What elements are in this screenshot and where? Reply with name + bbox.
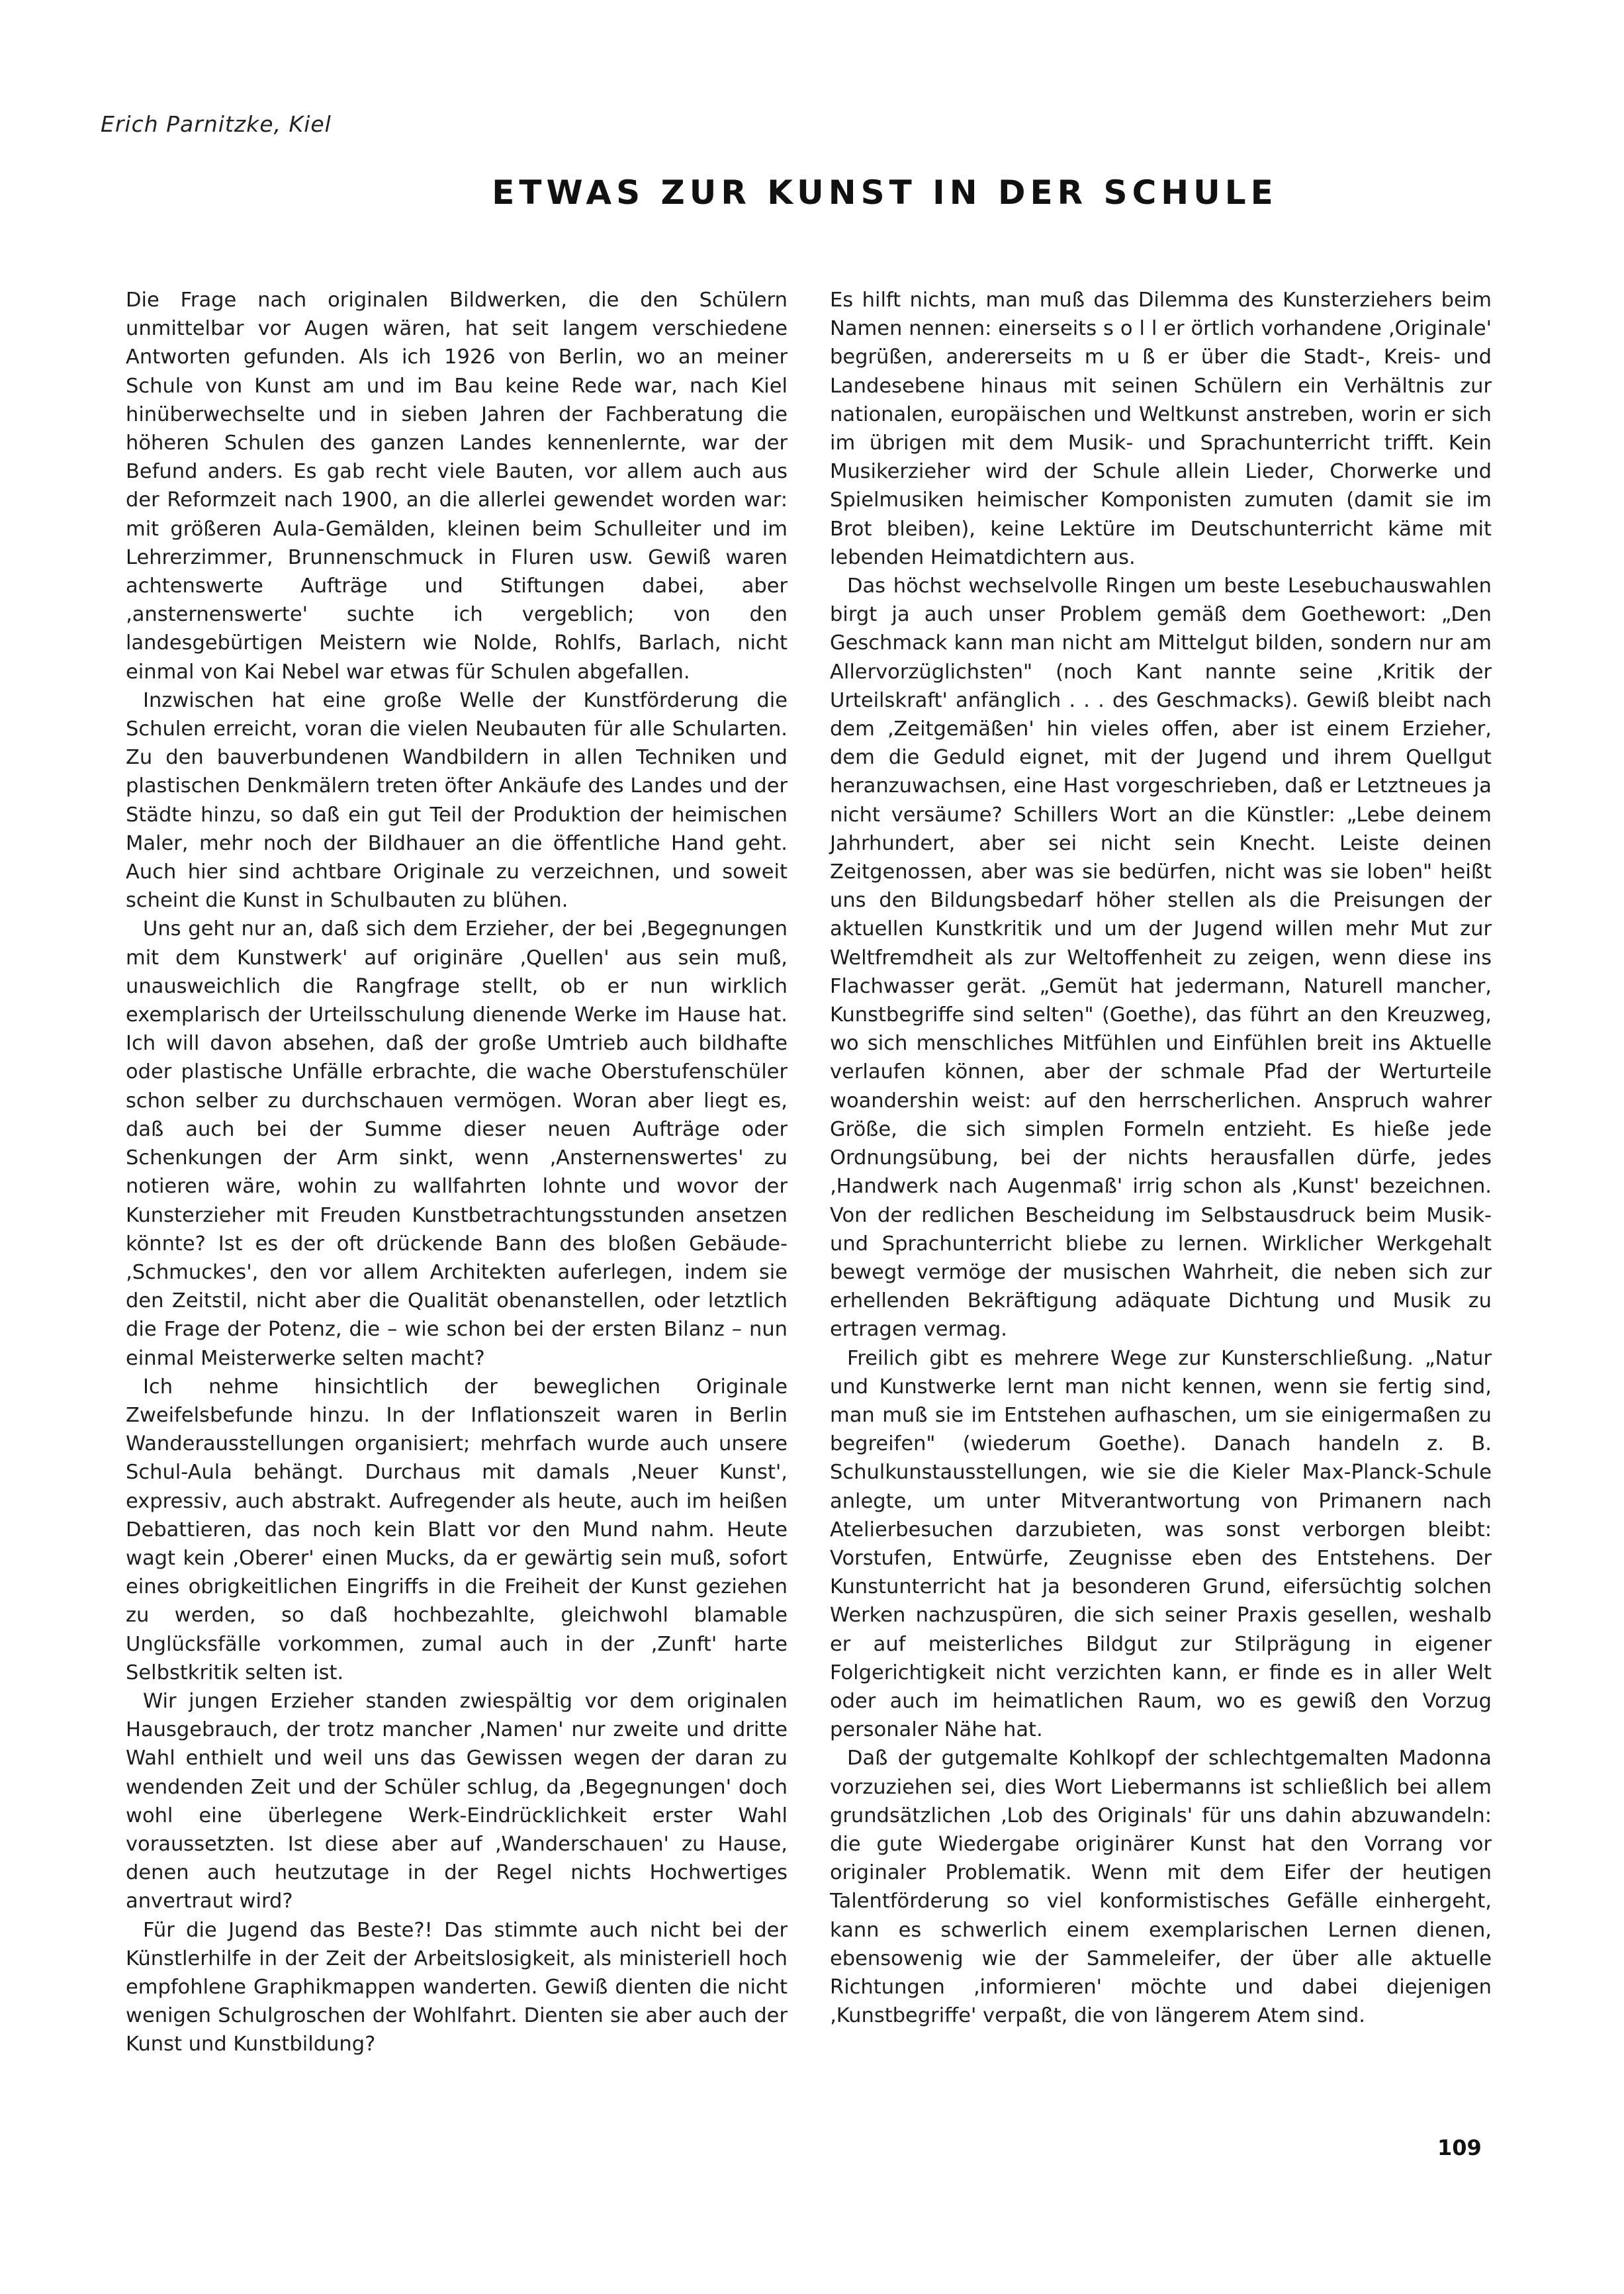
paragraph: Es hilft nichts, man muß das Dilemma des Kunsterziehers beim Namen nennen: einerseits s o l l er örtlich vorhandene ‚Originale' begrüßen, andererseits m u ß er über die Stadt-, Kreis- und Landesebene hinaus mit seinen Schülern ein Verhältnis zur nationalen, europäischen und Weltkunst anstreben, worin er sich im übrigen mit dem Musik- und Sprachunterricht trifft. Kein Musikerzieher wird der Schule allein Lieder, Chorwerke und Spielmusiken heimischer Komponisten zumuten (damit sie im Brot bleiben), keine Lektüre im Deutschunterricht käme mit lebenden Heimatdichtern aus. (830, 289, 1492, 569)
left-column (126, 286, 788, 2059)
paragraph: Die Frage nach originalen Bildwerken, die den Schülern unmittelbar vor Augen wären, hat seit langem verschiedene Antworten gefunden. Als ich 1926 von Berlin, wo an meiner Schule von Kunst am und im Bau keine Rede war, nach Kiel hinüberwechselte und in sieben Jahren der Fachberatung die höheren Schulen des ganzen Landes kennenlernte, war der Befund anders. Es gab recht viele Bauten, vor allem auch aus der Reformzeit nach 1900, an die allerlei gewendet worden war: mit größeren Aula-Gemälden, kleinen beim Schulleiter und im Lehrerzimmer, Brunnenschmuck in Fluren usw. Gewiß waren achtenswerte Aufträge und Stiftungen dabei, aber ‚ansternenswerte' suchte ich vergeblich; von den landesgebürtigen Meistern wie Nolde, Rohlfs, Barlach, nicht einmal von Kai Nebel war etwas für Schulen abgefallen. (126, 289, 788, 684)
article-title: ETWAS ZUR KUNST IN DER SCHULE (492, 173, 1278, 212)
paragraph: Freilich gibt es mehrere Wege zur Kunsterschließung. „Natur und Kunstwerke lernt man nicht kennen, wenn sie fertig sind, man muß sie im Entstehen aufhaschen, um sie einigermaßen zu begreifen" (wiederum Goethe). Danach handeln z. B. Schulkunstausstellungen, wie sie die Kieler Max-Planck-Schule anlegte, um unter Mitverantwortung von Primanern nach Atelierbesuchen darzubieten, was sonst verborgen bleibt: Vorstufen, Entwürfe, Zeugnisse eben des Entstehens. Der Kunstunterricht hat ja besonderen Grund, eifersüchtig solchen Werken nachzuspüren, die sich seiner Praxis gesellen, weshalb er auf meisterliches Bildgut zur Stilprägung in eigener Folgerichtigkeit nicht verzichten kann, er finde es in aller Welt oder auch im heimatlichen Raum, wo es gewiß den Vorzug personaler Nähe hat. (830, 1346, 1492, 1742)
paragraph: Für die Jugend das Beste?! Das stimmte auch nicht bei der Künstlerhilfe in der Zeit der Arbeitslosigkeit, als ministeriell hoch empfohlene Graphikmappen wanderten. Gewiß dienten die nicht wenigen Schulgroschen der Wohlfahrt. Dienten sie aber auch der Kunst und Kunstbildung? (126, 1918, 788, 2056)
paragraph: Ich nehme hinsichtlich der beweglichen Originale Zweifelsbefunde hinzu. In der Inflationszeit waren in Berlin Wanderausstellungen organisiert; mehrfach wurde auch unsere Schul-Aula behängt. Durchaus mit damals ‚Neuer Kunst', expressiv, auch abstrakt. Aufregender als heute, auch im heißen Debattieren, das noch kein Blatt vor den Mund nahm. Heute wagt kein ‚Oberer' einen Mucks, da er gewärtig sein muß, sofort eines obrigkeitlichen Eingriffs in die Freiheit der Kunst geziehen zu werden, so daß hochbezahlte, gleichwohl blamable Unglücksfälle vorkommen, zumal auch in der ‚Zunft' harte Selbstkritik selten ist. (126, 1375, 788, 1684)
paragraph: Inzwischen hat eine große Welle der Kunstförderung die Schulen erreicht, voran die vielen Neubauten für alle Schularten. Zu den bauverbundenen Wandbildern in allen Techniken und plastischen Denkmälern treten öfter Ankäufe des Landes und der Städte hinzu, so daß ein gut Teil der Produktion der heimischen Maler, mehr noch der Bildhauer an die öffentliche Hand geht. Auch hier sind achtbare Originale zu verzeichnen, und soweit scheint die Kunst in Schulbauten zu blühen. (126, 688, 788, 913)
right-column (830, 286, 1492, 2030)
paragraph: Uns geht nur an, daß sich dem Erzieher, der bei ‚Begegnungen mit dem Kunstwerk' auf originäre ‚Quellen' aus sein muß, unausweichlich die Rangfrage stellt, ob er nun wirklich exemplarisch der Urteilsschulung dienende Werke im Hause hat. Ich will davon absehen, daß der große Umtrieb auch bildhafte oder plastische Unfälle erbrachte, die wache Oberstufenschüler schon selber zu durchschauen vermögen. Woran aber liegt es, daß auch bei der Summe dieser neuen Aufträge oder Schenkungen der Arm sinkt, wenn ‚Ansternenswertes' zu notieren wäre, wohin zu wallfahrten lohnte und wovor der Kunsterzieher mit Freuden Kunstbetrachtungsstunden ansetzen könnte? Ist es der oft drückende Bann des bloßen Gebäude-‚Schmuckes', den vor allem Architekten auferlegen, indem sie den Zeitstil, nicht aber die Qualität obenanstellen, oder letztlich die Frage der Potenz, die – wie schon bei der ersten Bilanz – nun einmal Meisterwerke selten macht? (126, 917, 788, 1370)
paragraph: Das höchst wechselvolle Ringen um beste Lesebuchauswahlen birgt ja auch unser Problem gemäß dem Goethewort: „Den Geschmack kann man nicht am Mittelgut bilden, sondern nur am Allervorzüglichsten" (noch Kant nannte seine ‚Kritik der Urteilskraft' anfänglich . . . des Geschmacks). Gewiß bleibt nach dem ‚Zeitgemäßen' hin vieles offen, aber ist einem Erzieher, dem die Geduld eignet, mit der Jugend und ihrem Quellgut heranzuwachsen, eine Hast vorgeschrieben, daß er Letztneues ja nicht versäume? Schillers Wort an die Künstler: „Lebe deinem Jahrhundert, aber sei nicht sein Knecht. Leiste deinen Zeitgenossen, aber was sie bedürfen, nicht was sie loben" heißt uns den Bildungsbedarf höher stellen als die Preisungen der aktuellen Kunstkritik und um der Jugend willen mehr Mut zur Weltfremdheit als zur Weltoffenheit zu zeigen, wenn diese ins Flachwasser gerät. „Gemüt hat jedermann, Naturell mancher, Kunstbegriffe sind selten" (Goethe), das führt an den Kreuzweg, wo sich menschliches Mitfühlen und Einfühlen breit ins Aktuelle verlaufen können, aber der schmale Pfad der Werturteile woandershin weist: auf den herrscherlichen. Anspruch wahrer Größe, die sich simplen Formeln entzieht. Es hieße jede Ordnungsübung, bei der nichts herausfallen dürfe, jedes ‚Handwerk nach Augenmaß' irrig schon als ‚Kunst' bezeichnen. Von der redlichen Bescheidung im Selbstausdruck beim Musik- und Sprachunterricht bliebe zu lernen. Wirklicher Werkgehalt bewegt vermöge der musischen Wahrheit, die neben sich zur erhellenden Bekräftigung adäquate Dichtung und Musik zu ertragen vermag. (830, 574, 1492, 1342)
paragraph: Daß der gutgemalte Kohlkopf der schlechtgemalten Madonna vorzuziehen sei, dies Wort Liebermanns ist schließlich bei allem grundsätzlichen ‚Lob des Originals' für uns dahin abzuwandeln: die gute Wiedergabe originärer Kunst hat den Vorrang vor originaler Problematik. Wenn mit dem Eifer der heutigen Talentförderung so viel konformistisches Gefälle einhergeht, kann es schwerlich einem exemplarischen Lernen dienen, ebensowenig wie der Sammeleifer, der über alle aktuelle Richtungen ‚informieren' möchte und dabei diejenigen ‚Kunstbegriffe' verpaßt, die von längerem Atem sind. (830, 1747, 1492, 2028)
paragraph: Wir jungen Erzieher standen zwiespältig vor dem originalen Hausgebrauch, der trotz mancher ‚Namen' nur zweite und dritte Wahl enthielt und weil uns das Gewissen wegen der daran zu wendenden Zeit und der Schüler schlug, da ‚Begegnungen' doch wohl eine überlegene Werk-Eindrücklichkeit erster Wahl voraussetzten. Ist diese aber auf ‚Wanderschauen' zu Hause, denen auch heutzutage in der Regel nichts Hochwertiges anvertraut wird? (126, 1689, 788, 1913)
page-number: 109 (1437, 2135, 1482, 2160)
author-line: Erich Parnitzke, Kiel (101, 111, 332, 137)
